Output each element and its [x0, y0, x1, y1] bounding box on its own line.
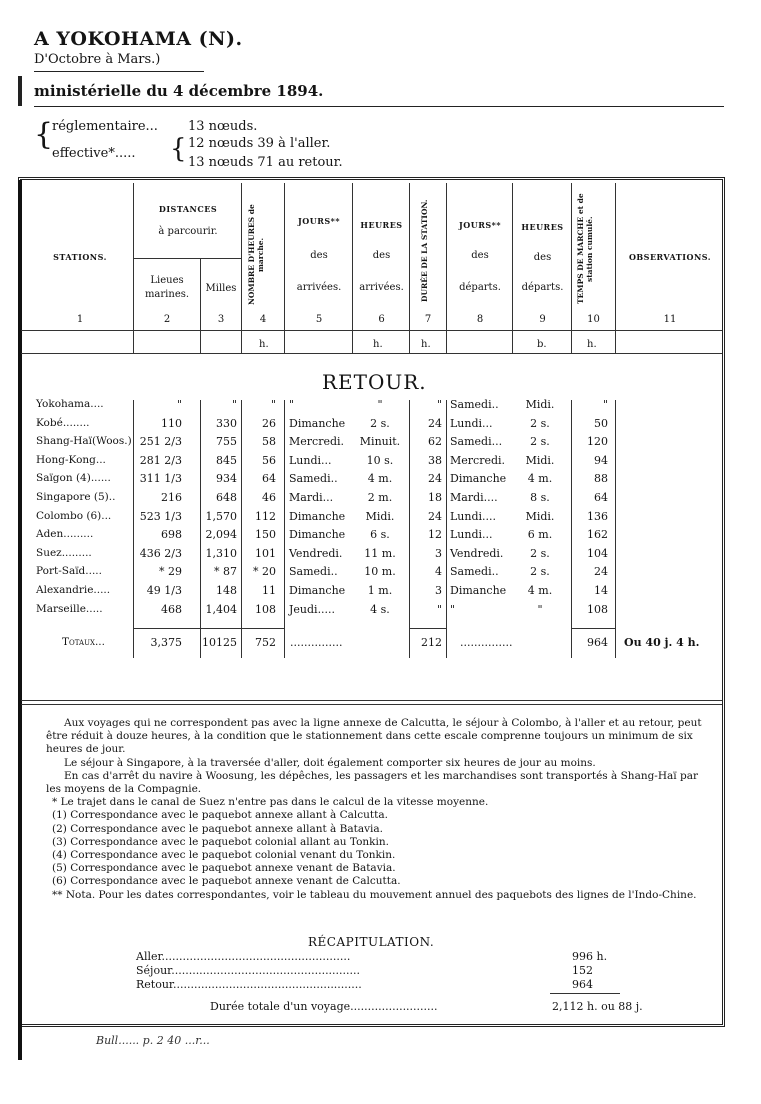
note-colombo: Aux voyages qui ne correspondent pas avec la ligne annexe de Calcutta, le séjour à Colombo, à l'aller et au retour, peut être réduit à douze heures, à la condition que le stationnement dans cette escale comprenne toujours un minimum de six heures de jour.	[46, 717, 702, 756]
cell-heure-arr: 2 s.	[370, 416, 390, 430]
speed-eff-retour: 13 nœuds 71 au retour.	[188, 155, 343, 170]
cell-heure-arr: 4 s.	[370, 602, 390, 616]
totals-cumul: 964	[587, 636, 608, 649]
cell-heures: 108	[255, 602, 276, 616]
cell-heure-dep: 8 s.	[530, 491, 550, 504]
cell-duree: "	[436, 398, 442, 411]
cell-milles: 148	[216, 584, 237, 597]
cell-heure-dep: 2 s.	[530, 435, 550, 449]
cell-milles: 648	[216, 491, 237, 504]
col-number: 6	[378, 314, 385, 325]
cell-heure-dep: Midi.	[525, 509, 555, 523]
cell-heures: 56	[262, 453, 276, 467]
cell-heures: 150	[255, 528, 276, 542]
cell-milles: 330	[216, 416, 237, 430]
col-number: 4	[259, 314, 267, 325]
header-a-parcourir: à parcourir.	[158, 226, 218, 237]
col-line	[241, 183, 242, 353]
cell-jour-dep: Mardi....	[450, 491, 498, 504]
header-heures-dep-2: des	[533, 252, 552, 263]
footnote-5: (5) Correspondance avec le paquebot annexe venant de Batavia.	[52, 862, 396, 875]
table-bottom-rule	[21, 700, 722, 701]
ministerial-rule	[34, 106, 724, 107]
cell-duree: 18	[428, 491, 442, 504]
body-col-line	[615, 400, 616, 658]
footnote-6: (6) Correspondance avec le paquebot annexe venant de Calcutta.	[52, 875, 401, 888]
col-line	[512, 183, 513, 353]
cell-station: Port-Saïd.....	[36, 565, 102, 578]
header-jours-arr-2: des	[310, 250, 328, 261]
cell-jour-dep: Samedi..	[450, 398, 499, 411]
header-stations: STATIONS.	[53, 252, 107, 262]
cell-jour-arr: Dimanche	[289, 416, 346, 430]
col-number: 1	[76, 314, 84, 325]
table-bottom-rule	[21, 704, 722, 705]
cell-duree: 38	[428, 453, 442, 467]
cell-jour-dep: Vendredi.	[450, 546, 504, 560]
cell-heures: "	[270, 398, 276, 411]
cell-lieues: 436 2/3	[139, 546, 182, 560]
cell-station: Hong-Kong...	[36, 453, 106, 466]
cell-jour-dep: Lundi...	[450, 416, 493, 430]
cell-milles: "	[231, 398, 237, 411]
recap-aller-value: 996 h.	[572, 950, 608, 963]
cell-heure-arr: 2 m.	[367, 491, 393, 504]
cell-heure-dep: 2 s.	[530, 565, 550, 579]
recap-rule	[550, 993, 620, 994]
body-col-line	[284, 400, 285, 658]
cell-duree: "	[436, 602, 442, 616]
header-bottom-rule	[21, 330, 722, 331]
col-line	[133, 183, 134, 353]
cell-jour-arr: Lundi...	[289, 453, 332, 467]
cell-milles: 2,094	[205, 528, 237, 542]
cell-jour-arr: Mardi...	[289, 491, 334, 504]
cell-jour-dep: Dimanche	[450, 472, 507, 486]
cell-jour-dep: "	[450, 602, 456, 616]
cell-heures: 101	[255, 546, 276, 560]
cell-duree: 3	[435, 546, 442, 560]
cell-station: Kobé........	[36, 416, 90, 429]
cell-station: Alexandrie.....	[36, 584, 111, 596]
unit-label: h.	[587, 339, 597, 350]
cell-heure-arr: 4 m.	[367, 472, 393, 486]
cell-milles: 1,404	[205, 602, 237, 616]
recap-total-label: Durée totale d'un voyage.........................	[210, 1000, 438, 1013]
ministerial-decree: ministérielle du 4 décembre 1894.	[34, 82, 324, 100]
cell-heure-dep: 4 m.	[527, 584, 553, 597]
cell-cumul: 108	[587, 602, 608, 616]
cell-milles: 845	[216, 453, 237, 467]
notes-block	[46, 717, 702, 902]
cell-station: Shang-Haï(Woos.)	[36, 435, 132, 448]
totals-milles: 10125	[202, 636, 237, 649]
cell-milles: 1,570	[205, 509, 237, 523]
header-milles: Milles	[205, 283, 237, 294]
cell-station: Saïgon (4)......	[36, 472, 111, 485]
totals-rule	[410, 628, 446, 629]
cell-jour-arr: Jeudi.....	[289, 602, 336, 616]
header-heures-dep-3: départs.	[521, 282, 564, 293]
cell-duree: 62	[428, 435, 442, 449]
footnote-4: (4) Correspondance avec le paquebot colonial venant du Tonkin.	[52, 849, 396, 862]
cell-heures: * 20	[253, 565, 276, 579]
cell-cumul: 14	[594, 584, 608, 597]
cell-milles: 934	[216, 472, 237, 486]
cell-heures: 46	[262, 491, 276, 504]
body-col-line	[133, 400, 134, 658]
footnote-3: (3) Correspondance avec le paquebot colonial allant au Tonkin.	[52, 835, 389, 848]
cell-jour-arr: Samedi..	[289, 472, 338, 486]
col-number: 11	[663, 314, 677, 325]
totals-dots-2: ...............	[460, 636, 513, 649]
footnote-1: (1) Correspondance avec le paquebot annexe allant à Calcutta.	[52, 809, 388, 822]
totals-label: Totaux...	[62, 636, 105, 648]
cell-cumul: 24	[594, 565, 608, 579]
header-jours-arr-1: JOURS**	[297, 216, 341, 226]
unit-label: h.	[373, 339, 383, 350]
title-rule	[34, 71, 204, 72]
note-woosung: En cas d'arrêt du navire à Woosung, les dépêches, les passagers et les marchandises sont transportés à Shang-Haï par les moyens de la Compagnie.	[46, 769, 698, 796]
page-subtitle: D'Octobre à Mars.)	[34, 52, 161, 67]
cell-heure-dep: 2 s.	[530, 416, 550, 430]
unit-row-rule	[21, 353, 722, 354]
cell-heure-arr: 11 m.	[364, 546, 396, 560]
cell-lieues: 281 2/3	[139, 453, 182, 467]
cell-cumul: 104	[587, 546, 608, 560]
cell-lieues: "	[176, 398, 182, 411]
section-title-retour: RETOUR.	[322, 370, 427, 394]
cell-heures: 11	[262, 584, 276, 597]
header-temps-marche: TEMPS DE MARCHE et de station cumulé.	[576, 193, 594, 305]
cell-heure-dep: "	[537, 602, 543, 616]
speed-eff-aller: 12 nœuds 39 à l'aller.	[188, 136, 331, 151]
col-line	[409, 183, 410, 353]
cell-jour-dep: Mercredi.	[450, 453, 506, 467]
cell-jour-arr: Mercredi.	[289, 435, 345, 449]
cell-station: Aden.........	[36, 528, 94, 541]
cell-jour-dep: Dimanche	[450, 584, 507, 597]
cell-milles: 755	[216, 435, 237, 449]
cell-heure-arr: Minuit.	[359, 435, 401, 449]
header-distances: DISTANCES	[158, 204, 218, 214]
totals-rule	[134, 628, 284, 629]
unit-label: b.	[537, 339, 547, 350]
cell-lieues: * 29	[159, 565, 182, 579]
note-singapore: Le séjour à Singapore, à la traversée d'aller, doit également comporter six heures de jour au moins.	[64, 756, 596, 769]
cell-heure-arr: 10 s.	[366, 453, 394, 467]
header-jours-arr-3: arrivées.	[296, 282, 342, 293]
cell-lieues: 523 1/3	[139, 509, 182, 523]
unit-label: h.	[259, 339, 269, 350]
distances-rule	[134, 258, 241, 259]
cell-jour-arr: Vendredi.	[289, 546, 343, 560]
cell-cumul: 94	[594, 453, 608, 467]
cell-cumul: 64	[594, 491, 608, 504]
header-nombre-heures: NOMBRE D'HEURES de marche.	[247, 204, 265, 306]
recap-title: RÉCAPITULATION.	[308, 935, 435, 949]
col-number: 9	[539, 314, 546, 325]
totals-observation: Ou 40 j. 4 h.	[624, 636, 700, 649]
speed-eff-label: effective*.....	[52, 146, 136, 161]
totals-heures: 752	[255, 636, 276, 649]
cell-jour-dep: Lundi...	[450, 528, 493, 542]
col-line	[352, 183, 353, 353]
brace-left: {	[34, 117, 54, 152]
col-number: 5	[315, 314, 323, 325]
header-heures-dep-1: HEURES	[521, 222, 564, 232]
cell-lieues: 698	[161, 528, 182, 542]
cell-cumul: "	[602, 398, 608, 411]
cell-heures: 26	[262, 416, 276, 430]
footer-partial-text: Bull...... p. 2 40 ...r...	[96, 1034, 210, 1047]
cell-duree: 24	[428, 509, 442, 523]
cell-duree: 24	[428, 416, 442, 430]
recap-sejour-value: 152	[572, 964, 593, 977]
col-line	[615, 183, 616, 353]
footnote-2: (2) Correspondance avec le paquebot annexe allant à Batavia.	[52, 822, 383, 835]
cell-station: Singapore (5)..	[36, 491, 116, 503]
header-jours-dep-2: des	[471, 250, 489, 261]
recap-total-value: 2,112 h. ou 88 j.	[552, 1000, 643, 1013]
cell-lieues: 216	[161, 491, 182, 504]
unit-label: h.	[421, 339, 431, 350]
header-lieues: Lieues marines.	[144, 275, 190, 300]
header-duree-station: DURÉE DE LA STATION.	[420, 199, 429, 302]
col-number: 10	[587, 314, 600, 325]
cell-heure-arr: Midi.	[365, 509, 395, 523]
totals-lieues: 3,375	[150, 636, 182, 649]
cell-jour-arr: Samedi..	[289, 565, 338, 579]
totals-duree: 212	[421, 636, 442, 649]
cell-heure-arr: 1 m.	[367, 584, 393, 597]
cell-cumul: 88	[594, 472, 608, 486]
body-col-line	[446, 400, 447, 658]
cell-lieues: 110	[161, 416, 182, 430]
brace-right: {	[170, 134, 187, 164]
col-number: 2	[163, 314, 171, 325]
note-nota: ** Nota. Pour les dates correspondantes, voir le tableau du mouvement annuel des paquebots des lignes de l'Indo-Chine.	[52, 888, 697, 901]
cell-lieues: 251 2/3	[139, 435, 182, 449]
cell-heures: 64	[262, 472, 276, 486]
cell-heure-dep: 6 m.	[527, 528, 553, 542]
recap-retour-label: Retour......................................................	[136, 978, 362, 991]
totals-dots-1: ...............	[290, 636, 343, 649]
cell-jour-arr: Dimanche	[289, 509, 346, 523]
cell-lieues: 49 1/3	[146, 584, 182, 597]
cell-cumul: 50	[594, 416, 608, 430]
cell-lieues: 311 1/3	[139, 472, 182, 486]
col-number: 3	[217, 314, 225, 325]
cell-station: Colombo (6)...	[36, 509, 112, 522]
header-observations: OBSERVATIONS.	[628, 252, 712, 262]
cell-cumul: 162	[587, 528, 608, 542]
header-heures-arr-3: arrivées.	[359, 282, 404, 293]
cell-lieues: 468	[161, 602, 182, 616]
cell-jour-dep: Samedi..	[450, 565, 499, 579]
col-line	[446, 183, 447, 353]
cell-cumul: 120	[587, 435, 608, 449]
cell-heure-arr: 6 s.	[370, 528, 390, 542]
col-line	[571, 183, 572, 353]
cell-heure-dep: 2 s.	[530, 546, 550, 560]
note-suez: * Le trajet dans le canal de Suez n'entre pas dans le calcul de la vitesse moyenne.	[52, 796, 489, 809]
header-jours-dep-3: départs.	[459, 282, 501, 293]
page-title: A YOKOHAMA (N).	[34, 28, 243, 50]
cell-heure-dep: Midi.	[525, 398, 555, 411]
col-number: 8	[476, 314, 484, 325]
recap-aller-label: Aller......................................................	[136, 950, 351, 963]
cell-heures: 58	[262, 435, 276, 449]
header-heures-arr-1: HEURES	[360, 220, 403, 230]
cell-duree: 4	[435, 565, 442, 579]
cell-heures: 112	[255, 509, 276, 523]
header-heures-arr-2: des	[372, 250, 391, 261]
col-line	[284, 183, 285, 353]
cell-heure-dep: Midi.	[525, 453, 555, 467]
cell-milles: 1,310	[205, 546, 237, 560]
totals-rule	[572, 628, 615, 629]
cell-duree: 12	[428, 528, 442, 542]
cell-jour-arr: Dimanche	[289, 528, 346, 542]
header-jours-dep-1: JOURS**	[458, 220, 502, 230]
cell-cumul: 136	[587, 509, 608, 523]
col-line	[200, 258, 201, 353]
cell-duree: 3	[435, 584, 442, 597]
top-rule	[18, 76, 22, 106]
speed-regl-label: réglementaire...	[52, 119, 158, 134]
cell-jour-dep: Lundi....	[450, 509, 497, 523]
cell-station: Marseille.....	[36, 602, 103, 615]
speed-regl-value: 13 nœuds.	[188, 119, 258, 134]
cell-duree: 24	[428, 472, 442, 486]
cell-heure-arr: "	[377, 398, 383, 411]
cell-jour-arr: "	[289, 398, 295, 411]
cell-milles: * 87	[214, 565, 237, 579]
recap-retour-value: 964	[572, 978, 593, 991]
cell-jour-dep: Samedi...	[450, 435, 503, 449]
cell-heure-dep: 4 m.	[527, 472, 553, 486]
cell-heure-arr: 10 m.	[364, 565, 396, 579]
cell-station: Yokohama....	[36, 398, 104, 410]
cell-jour-arr: Dimanche	[289, 584, 346, 597]
left-margin-bar	[18, 180, 22, 1060]
recap-sejour-label: Séjour......................................................	[136, 964, 361, 977]
col-number: 7	[424, 314, 432, 325]
cell-station: Suez.........	[36, 546, 92, 559]
